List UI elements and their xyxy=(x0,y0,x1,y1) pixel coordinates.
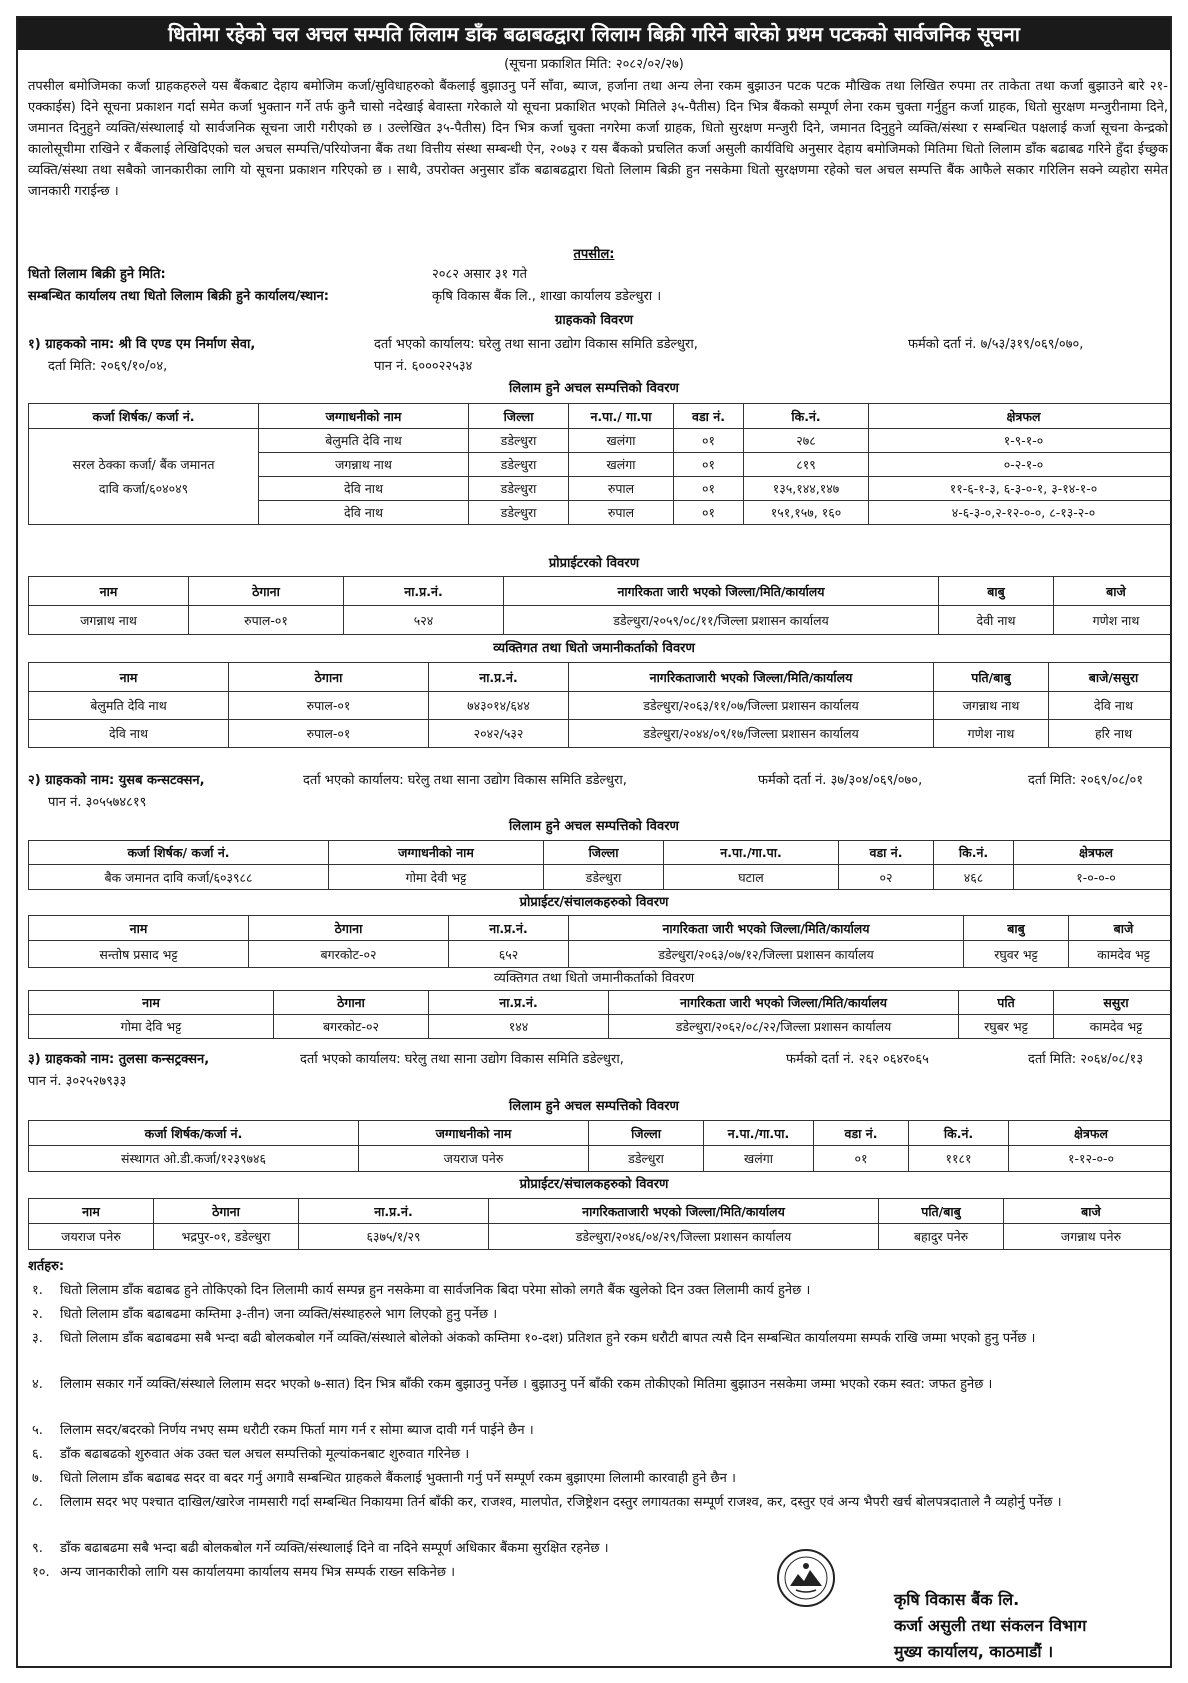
borrower1-property-table xyxy=(28,403,1172,525)
table-cell: रघुवर भट्ट xyxy=(964,941,1069,968)
table-cell: ६५२ xyxy=(449,941,569,968)
details-heading: तपसील: xyxy=(573,247,615,262)
table-cell: १५१,१५७, १६० xyxy=(744,501,869,525)
table-cell: घटाल xyxy=(664,865,839,890)
table-cell: जयराज पनेरु xyxy=(29,1224,154,1250)
table-cell: हरि नाथ xyxy=(1049,720,1173,748)
table-cell: १-१२-०-० xyxy=(1009,1146,1173,1172)
auction-date-label: धितो लिलाम बिक्री हुने मिति: xyxy=(28,267,166,282)
table-header: ना.प्र.नं. xyxy=(449,916,569,941)
conditions-heading: शर्तहरु: xyxy=(28,1259,65,1274)
table-cell: डडेल्धुरा xyxy=(589,1146,704,1172)
table-cell: ६३७५/१/२९ xyxy=(299,1224,489,1250)
condition-item xyxy=(32,1492,1152,1513)
table-header: ना.प्र.नं. xyxy=(429,663,569,692)
borrower1-proprietor-table xyxy=(28,576,1172,635)
borrower3-property-table xyxy=(28,1120,1172,1172)
table-header: पति/बाबु xyxy=(879,1199,1004,1224)
table-cell: बैक जमानत दावि कर्जा/६०३९८८ xyxy=(29,865,329,890)
table-cell: १३५,१४४,१४७ xyxy=(744,477,869,501)
table-header: वडा नं. xyxy=(674,404,744,429)
table-cell: सन्तोष प्रसाद भट्ट xyxy=(29,941,249,968)
table-header: जग्गाधनीको नाम xyxy=(359,1121,589,1146)
borrower2-guarantor-table xyxy=(28,990,1172,1039)
borrower1-guarantor-heading: व्यक्तिगत तथा धितो जमानीकर्ताको विवरण xyxy=(493,641,695,656)
condition-item xyxy=(32,1280,1152,1301)
intro-paragraph: तपसील बमोजिमका कर्जा ग्राहकहरुले यस बैंकबाट देहाय बमोजिम कर्जा/सुविधाहरुको बैंकलाई बुझाउनु पर्ने साँवा, ब्याज, हर्जाना तथा अन्य लेना रकम बुझाउन पटक पटक मौखिक तथा लिखित रुपमा तर ताकेता तथा कर्जा बुझाउने बारे २१-एक्काईस) दिने सूचना प्रकाशन गर्दा समेत कर्जा भुक्तान गर्ने तर्फ कुनै चासो नदेखाई बेवास्ता गरेकाले यो सूचना प्रकाशित भएको मितिले ३५-पैतीस) दिन भित्र बैंकको सम्पूर्ण लेना रकम चुक्ता गर्नुहुन कर्जा ग्राहक, धितो सुरक्षण मन्जुरीनामा दिने, जमानत दिनुहुने व्यक्ति/संस्थालाई यो सार्वजनिक सूचना जारी गरीएको छ । उल्लेखित ३५-पैतीस) दिन भित्र कर्जा चुक्ता नगरेमा कर्जा ग्राहक, धितो सुरक्षण मन्जुरी दिने, जमानत दिनुहुने व्यक्ति/संस्था र सम्बन्धित पक्षलाई कर्जा सूचना केन्द्रको कालोसूचीमा राखिने र बैंकलाई लेखिदिएको चल अचल सम्पत्ति/परियोजना बैंक तथा वित्तीय संस्था सम्बन्धी ऐन, २०७३ र यस बैंकको प्रचलित कर्जा असुली कार्यविधि अनुसार देहाय बमोजिमको मितिमा धितो लिलाम डाँक बढाबढ गरिने हुँदा ईच्छुक व्यक्ति/संस्था तथा सबैको जानकारीका लागि यो सूचना प्रकाशन गरिएको छ । साथै, उपरोक्त अनुसार डाँक बढाबढद्वारा धितो लिलाम बिक्री हुन नसकेमा धितो सुरक्षणमा रहेको चल अचल सम्पत्ति बैंक आफैले सकार गरिलिन सक्ने व्यहोरा समेत जानकारी गराईन्छ । xyxy=(28,79,1168,199)
table-row xyxy=(29,692,1173,720)
table-row xyxy=(29,865,1173,890)
table-cell: रघुबर भट्ट xyxy=(959,1015,1054,1039)
table-header: वडा नं. xyxy=(814,1121,909,1146)
borrower2-name: २) ग्राहकको नाम: युसब कन्सटक्सन, xyxy=(28,773,205,788)
borrower3-proprietor-table xyxy=(28,1198,1172,1250)
borrower2-proprietor-heading: प्रोप्राईटर/संचालकहरुको विवरण xyxy=(519,895,669,910)
table-cell: जयराज पनेरु xyxy=(359,1146,589,1172)
borrower1-guarantor-table xyxy=(28,662,1172,748)
borrower3-reg-office: दर्ता भएको कार्यालय: घरेलु तथा साना उद्योग विकास समिति डडेल्धुरा, xyxy=(300,1052,624,1067)
table-header: ससुरा xyxy=(1054,991,1173,1015)
table-cell: डडेल्धुरा xyxy=(469,429,569,453)
table-header: बाजे xyxy=(1004,1199,1173,1224)
table-row xyxy=(29,941,1173,968)
table-cell: देवि नाथ xyxy=(259,501,469,525)
condition-text: धितो लिलाम डाँक बढाबढ सदर वा बदर गर्नु अगावै सम्बन्धित ग्राहकले बैंकलाई भुक्तानी गर्नु पर्ने सम्पूर्ण रकम बुझाएमा लिलामी कारवाही हुने छैन । xyxy=(60,1471,736,1486)
table-cell: कामदेव भट्ट xyxy=(1054,1015,1173,1039)
condition-item xyxy=(32,1304,1152,1325)
published-date: (सूचना प्रकाशित मिति: २०८२/०२/२७) xyxy=(504,57,684,72)
table-header: ना.प्र.नं. xyxy=(429,991,609,1015)
table-header: नागरिकता जारी भएको जिल्ला/मिति/कार्यालय xyxy=(504,577,939,606)
condition-text: अन्य जानकारीको लागि यस कार्यालयमा कार्यालय समय भित्र सम्पर्क राख्न सकिनेछ । xyxy=(60,1565,456,1580)
loan-title-line2: दावि कर्जा/६०४०४९ xyxy=(98,480,189,496)
table-cell: गोमा देवी भट्ट xyxy=(329,865,544,890)
table-cell: बहादुर पनेरु xyxy=(879,1224,1004,1250)
table-cell: ०१ xyxy=(674,453,744,477)
table-cell: १४४ xyxy=(429,1015,609,1039)
table-header: न.पा./गा.पा. xyxy=(664,841,839,865)
table-header: ठेगाना xyxy=(229,663,429,692)
table-cell: ५२४ xyxy=(344,606,504,635)
borrower2-pan: पान नं. ३०५५७४८१९ xyxy=(48,795,147,810)
table-header: जिल्ला xyxy=(544,841,664,865)
table-cell: ८१९ xyxy=(744,453,869,477)
table-cell: ०-२-१-० xyxy=(869,453,1173,477)
table-header: नागरिकता जारी भएको जिल्ला/मिति/कार्यालय xyxy=(569,916,964,941)
table-row xyxy=(29,1146,1173,1172)
table-cell: ७४३०१४/६४४ xyxy=(429,692,569,720)
table-header: नाम xyxy=(29,663,229,692)
table-cell: गणेश नाथ xyxy=(1054,606,1173,635)
table-row xyxy=(29,606,1173,635)
table-cell: बेलुमति देवि नाथ xyxy=(259,429,469,453)
table-cell: ०१ xyxy=(674,501,744,525)
table-cell: देवि नाथ xyxy=(1049,692,1173,720)
condition-text: धितो लिलाम डाँक बढाबढमा सबै भन्दा बढी बोलकबोल गर्ने व्यक्ति/संस्थाले बोलेको अंकको कम्तिमा १०-दश) प्रतिशत हुने रकम धरौटी बापत त्यसै दिन सम्बन्धित कार्यालयमा सम्पर्क राखि जम्मा भएको हुनु पर्नेछ । xyxy=(60,1331,1036,1346)
table-header: कि.नं. xyxy=(744,404,869,429)
condition-number: ६. xyxy=(32,1447,43,1462)
table-row xyxy=(29,429,1173,453)
table-cell: ०१ xyxy=(814,1146,909,1172)
borrower1-firm-reg: फर्मको दर्ता नं. ७/५३/३१९/०६९/०७०, xyxy=(908,337,1084,352)
table-header: क्षेत्रफल xyxy=(1014,841,1173,865)
signature-department: कर्जा असुली तथा संकलन विभाग xyxy=(894,1616,1087,1635)
borrower2-proprietor-table xyxy=(28,915,1172,968)
condition-number: ३. xyxy=(32,1331,43,1346)
condition-item xyxy=(32,1328,1152,1349)
condition-text: धितो लिलाम डाँक बढाबढमा कम्तिमा ३-तीन) जना व्यक्ति/संस्थाहरुले भाग लिएको हुनु पर्नेछ । xyxy=(60,1307,498,1322)
table-cell: जगन्नाथ नाथ xyxy=(259,453,469,477)
table-cell: देवी नाथ xyxy=(939,606,1054,635)
table-cell: बगरकोट-०२ xyxy=(274,1015,429,1039)
condition-text: डाँक बढाबढमा सबै भन्दा बढी बोलकबोल गर्ने व्यक्ति/संस्थालाई दिने वा नदिने सम्पूर्ण अधिकार बैंकमा सुरक्षित रहनेछ । xyxy=(60,1541,609,1556)
table-header: नागरिकताजारी भएको जिल्ला/मिति/कार्यालय xyxy=(569,663,934,692)
borrower3-proprietor-heading: प्रोप्राईटर/संचालकहरुको विवरण xyxy=(519,1177,669,1192)
borrower1-name: १) ग्राहकको नाम: श्री वि एण्ड एम निर्माण सेवा, xyxy=(28,337,256,352)
borrower2-property-table xyxy=(28,840,1172,890)
borrower3-reg-date: दर्ता मिति: २०६४/०८/१३ xyxy=(1028,1052,1144,1067)
table-cell: खलंगा xyxy=(569,453,674,477)
condition-number: ७. xyxy=(32,1471,43,1486)
table-header: पति/बाबु xyxy=(934,663,1049,692)
borrower1-reg-date: दर्ता मिति: २०६९/१०/०४, xyxy=(48,359,168,374)
condition-text: लिलाम सकार गर्ने व्यक्ति/संस्थाले लिलाम सदर भएको ७-सात) दिन भित्र बाँकी रकम बुझाउनु पर्नेछ । बुझाउनु पर्ने बाँकी रकम तोकीएको मितिमा बुझाउन नसकेमा जम्मा भएको रकम स्वत: जफत हुनेछ । xyxy=(60,1377,993,1392)
table-cell: गोमा देवि भट्ट xyxy=(29,1015,274,1039)
table-cell: १-९-१-० xyxy=(869,429,1173,453)
table-cell: डडेल्धुरा xyxy=(469,501,569,525)
table-cell: डडेल्धुरा/२०४६/०४/२९/जिल्ला प्रशासन कार्यालय xyxy=(489,1224,879,1250)
table-header: ठेगाना xyxy=(189,577,344,606)
table-cell: ११-६-१-३, ६-३-०-१, ३-१४-१-० xyxy=(869,477,1173,501)
table-cell: रुपाल xyxy=(569,501,674,525)
table-header: कि.नं. xyxy=(934,841,1014,865)
table-header: ठेगाना xyxy=(274,991,429,1015)
borrower-details-heading: ग्राहकको विवरण xyxy=(554,313,633,328)
table-header: पति xyxy=(959,991,1054,1015)
condition-number: ९. xyxy=(32,1541,43,1556)
table-cell: डडेल्धुरा xyxy=(544,865,664,890)
condition-number: १. xyxy=(32,1283,43,1298)
table-cell: डडेल्धुरा/२०६३/०७/१२/जिल्ला प्रशासन कार्यालय xyxy=(569,941,964,968)
borrower3-name: ३) ग्राहकको नाम: तुलसा कन्सट्रक्सन, xyxy=(28,1052,210,1067)
table-cell: ०१ xyxy=(674,477,744,501)
table-cell: रुपाल-०१ xyxy=(229,692,429,720)
table-header: बाजे xyxy=(1069,916,1173,941)
condition-item xyxy=(32,1374,1152,1395)
signature-bank-name: कृषि विकास बैंक लि. xyxy=(894,1590,1020,1609)
table-cell: बगरकोट-०२ xyxy=(249,941,449,968)
table-cell: रुपाल xyxy=(569,477,674,501)
table-cell: २७८ xyxy=(744,429,869,453)
table-cell: खलंगा xyxy=(569,429,674,453)
condition-item xyxy=(32,1420,1152,1441)
signature-office: मुख्य कार्यालय, काठमाडौं । xyxy=(894,1642,1054,1661)
table-header: ना.प्र.नं. xyxy=(344,577,504,606)
condition-text: लिलाम सदर भए पश्चात दाखिल/खारेज नामसारी गर्दा सम्बन्धित निकायमा तिर्न बाँकी कर, राजश्व, मालपोत, रजिष्ट्रेशन दस्तुर लगायतका सम्पूर्ण राजश्व, कर, दस्तुर एवं अन्य भैपरी खर्च बोलपत्रदाताले नै व्यहोर्नु पर्नेछ । xyxy=(60,1495,1062,1510)
table-header: बाजे/ससुरा xyxy=(1049,663,1173,692)
table-cell: १-०-०-० xyxy=(1014,865,1173,890)
table-header: नागरिकता जारी भएको जिल्ला/मिति/कार्यालय xyxy=(609,991,959,1015)
table-header: कर्जा शिर्षक/ कर्जा नं. xyxy=(29,841,329,865)
table-header: ठेगाना xyxy=(249,916,449,941)
table-header: कि.नं. xyxy=(909,1121,1009,1146)
table-header: जग्गाधनीको नाम xyxy=(259,404,469,429)
borrower3-property-heading: लिलाम हुने अचल सम्पत्तिको विवरण xyxy=(509,1099,679,1114)
table-row xyxy=(29,720,1173,748)
table-cell: बेलुमति देवि नाथ xyxy=(29,692,229,720)
table-row xyxy=(29,1224,1173,1250)
condition-item xyxy=(32,1562,1152,1583)
borrower3-pan: पान नं. ३०२५२७९३३ xyxy=(28,1074,127,1089)
condition-text: धितो लिलाम डाँक बढाबढ हुने तोकिएको दिन लिलामी कार्य सम्पन्न हुन नसकेमा वा सार्वजनिक बिदा परेमा सोको लगतै बैंक खुलेको दिन उक्त लिलामी कार्य हुनेछ । xyxy=(60,1283,811,1298)
table-header: जग्गाधनीको नाम xyxy=(329,841,544,865)
table-cell: ११८१ xyxy=(909,1146,1009,1172)
table-cell: देवि नाथ xyxy=(29,720,229,748)
table-cell: ४-६-३-०,२-१२-०-०, ८-१३-२-० xyxy=(869,501,1173,525)
condition-number: १०. xyxy=(32,1565,50,1580)
borrower1-proprietor-heading: प्रोप्राईटरको विवरण xyxy=(548,556,640,571)
table-header: न.पा./ गा.पा xyxy=(569,404,674,429)
table-header: क्षेत्रफल xyxy=(869,404,1173,429)
condition-number: ५. xyxy=(32,1423,43,1438)
table-cell: भद्रपुर-०१, डडेल्धुरा xyxy=(154,1224,299,1250)
condition-number: ८. xyxy=(32,1495,43,1510)
table-cell: डडेल्धुरा/२०६३/११/०७/जिल्ला प्रशासन कार्यालय xyxy=(569,692,934,720)
table-cell: जगन्नाथ नाथ xyxy=(29,606,189,635)
office-label: सम्बन्धित कार्यालय तथा धितो लिलाम बिक्री हुने कार्यालय/स्थान: xyxy=(28,289,329,304)
table-header: कर्जा शिर्षक/ कर्जा नं. xyxy=(29,404,259,429)
table-header: बाजे xyxy=(1054,577,1173,606)
notice-page xyxy=(16,16,1172,1668)
borrower2-firm-reg: फर्मको दर्ता नं. ३७/३०४/०६९/०७०, xyxy=(758,773,923,788)
table-cell: खलंगा xyxy=(704,1146,814,1172)
table-row xyxy=(29,1015,1173,1039)
notice-title: धितोमा रहेको चल अचल सम्पति लिलाम डाँक बढाबढद्वारा लिलाम बिक्री गरिने बारेको प्रथम पटकको सार्वजनिक सूचना xyxy=(18,18,1170,50)
table-header: क्षेत्रफल xyxy=(1009,1121,1173,1146)
borrower2-guarantor-heading: व्यक्तिगत तथा धितो जमानीकर्ताको विवरण xyxy=(493,971,695,986)
table-cell: कामदेव भट्ट xyxy=(1069,941,1173,968)
condition-item xyxy=(32,1468,1152,1489)
table-cell: जगन्नाथ नाथ xyxy=(934,692,1049,720)
table-header: नाम xyxy=(29,991,274,1015)
borrower1-property-heading: लिलाम हुने अचल सम्पत्तिको विवरण xyxy=(509,381,679,396)
borrower3-firm-reg: फर्मको दर्ता नं. २६२ ०६४र०६५ xyxy=(786,1052,929,1067)
auction-date-value: २०८२ असार ३१ गते xyxy=(432,267,528,282)
table-cell: डडेल्धुरा/२०६२/०८/२२/जिल्ला प्रशासन कार्यालय xyxy=(609,1015,959,1039)
table-cell: २०४२/५३२ xyxy=(429,720,569,748)
table-cell: ०२ xyxy=(839,865,934,890)
bank-seal-icon xyxy=(776,1548,836,1608)
table-header: वडा नं. xyxy=(839,841,934,865)
borrower2-property-heading: लिलाम हुने अचल सम्पत्तिको विवरण xyxy=(509,819,679,834)
table-header: नाम xyxy=(29,916,249,941)
office-value: कृषि विकास बैंक लि., शाखा कार्यालय डडेल्धुरा । xyxy=(432,289,662,304)
condition-number: २. xyxy=(32,1307,43,1322)
condition-item xyxy=(32,1538,1152,1559)
table-cell: देवि नाथ xyxy=(259,477,469,501)
condition-number: ४. xyxy=(32,1377,43,1392)
condition-item xyxy=(32,1444,1152,1465)
borrower1-pan: पान नं. ६०००२२५३४ xyxy=(374,359,473,374)
condition-text: लिलाम सदर/बदरको निर्णय नभए सम्म धरौटी रकम फिर्ता माग गर्न र सोमा ब्याज दावी गर्न पाईने छैन । xyxy=(60,1423,534,1438)
table-header: नाम xyxy=(29,577,189,606)
table-header: नागरिकताजारी भएको जिल्ला/मिति/कार्यालय xyxy=(489,1199,879,1224)
table-cell: डडेल्धुरा xyxy=(469,477,569,501)
table-cell: डडेल्धुरा/२०५९/०८/११/जिल्ला प्रशासन कार्यालय xyxy=(504,606,939,635)
table-header: ना.प्र.नं. xyxy=(299,1199,489,1224)
loan-title-cell xyxy=(29,429,259,525)
table-header: बाबु xyxy=(939,577,1054,606)
table-header: बाबु xyxy=(964,916,1069,941)
table-cell: संस्थागत ओ.डी.कर्जा/१२३९७४६ xyxy=(29,1146,359,1172)
table-cell: डडेल्धुरा/२०४४/०९/१७/जिल्ला प्रशासन कार्यालय xyxy=(569,720,934,748)
condition-text: डाँक बढाबढको शुरुवात अंक उक्त चल अचल सम्पत्तिको मूल्यांकनबाट शुरुवात गरिनेछ । xyxy=(60,1447,470,1462)
table-header: ठेगाना xyxy=(154,1199,299,1224)
table-cell: रुपाल-०१ xyxy=(189,606,344,635)
table-cell: रुपाल-०१ xyxy=(229,720,429,748)
table-cell: ४६८ xyxy=(934,865,1014,890)
table-cell: ०१ xyxy=(674,429,744,453)
table-header: न.पा./गा.पा. xyxy=(704,1121,814,1146)
table-header: जिल्ला xyxy=(469,404,569,429)
borrower2-reg-office: दर्ता भएको कार्यालय: घरेलु तथा साना उद्योग विकास समिति डडेल्धुरा, xyxy=(303,773,627,788)
borrower2-reg-date: दर्ता मिति: २०६९/०८/०१ xyxy=(1028,773,1144,788)
table-cell: गणेश नाथ xyxy=(934,720,1049,748)
table-header: कर्जा शिर्षक/कर्जा नं. xyxy=(29,1121,359,1146)
table-cell: डडेल्धुरा xyxy=(469,453,569,477)
loan-title-line1: सरल ठेक्का कर्जा/ बैंक जमानत xyxy=(72,456,215,472)
borrower1-reg-office: दर्ता भएको कार्यालय: घरेलु तथा साना उद्योग विकास समिति डडेल्धुरा, xyxy=(374,337,698,352)
table-header: जिल्ला xyxy=(589,1121,704,1146)
table-header: नाम xyxy=(29,1199,154,1224)
table-cell: जगन्नाथ पनेरु xyxy=(1004,1224,1173,1250)
